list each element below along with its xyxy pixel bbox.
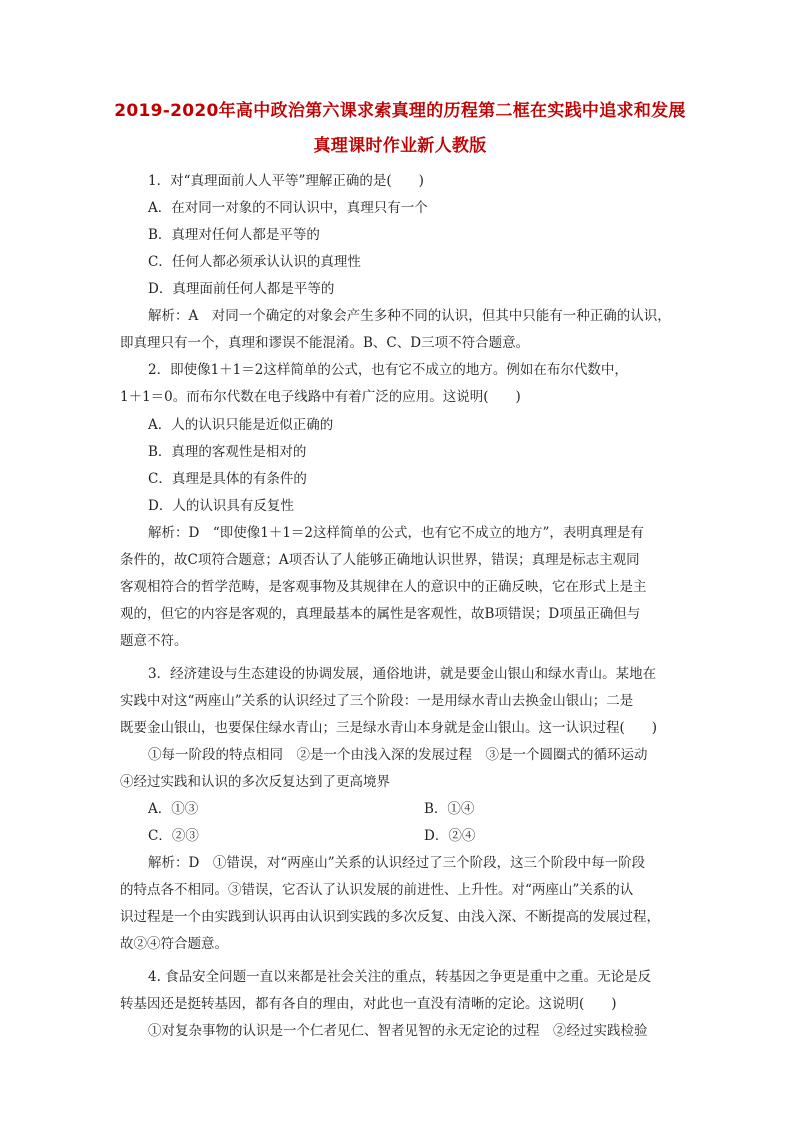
question-1-stem: 1．对“真理面前人人平等”理解正确的是( ) <box>148 173 424 189</box>
question-1-option-d: D．真理面前任何人都是平等的 <box>148 281 335 297</box>
document-title-line-2: 真理课时作业新人教版 <box>313 136 487 156</box>
question-2-explanation-line-5: 题意不符。 <box>120 633 188 649</box>
question-3-items-line-2: ④经过实践和认识的多次反复达到了更高境界 <box>120 774 390 790</box>
question-1-option-a: A．在对同一对象的不同认识中，真理只有一个 <box>148 200 428 216</box>
question-2-option-c: C．真理是具体的有条件的 <box>148 471 307 487</box>
question-3-items-line-1: ①每一阶段的特点相同 ②是一个由浅入深的发展过程 ③是一个圆圈式的循环运动 <box>148 747 648 763</box>
question-3-option-a: A．①③ <box>148 801 199 817</box>
question-3-option-d: D．②④ <box>424 828 476 844</box>
question-2-explanation-line-2: 条件的，故C项符合题意；A项否认了人能够正确地认识世界，错误；真理是标志主观同 <box>120 552 640 568</box>
question-2-stem-line-2: 1＋1＝0。而布尔代数在电子线路中有着广泛的应用。这说明( ) <box>120 389 521 405</box>
document-title-line-1: 2019-2020年高中政治第六课求索真理的历程第二框在实践中追求和发展 <box>114 101 686 121</box>
question-3-stem-line-2: 实践中对这“两座山”关系的认识经过了三个阶段：一是用绿水青山去换金山银山；二是 <box>120 693 634 709</box>
question-4-items-line-1: ①对复杂事物的认识是一个仁者见仁、智者见智的永无定论的过程 ②经过实践检验 <box>148 1023 648 1039</box>
question-2-explanation-line-3: 客观相符合的哲学范畴，是客观事物及其规律在人的意识中的正确反映，它在形式上是主 <box>120 579 647 595</box>
question-1-explanation-line-1: 解析：A 对同一个确定的对象会产生多种不同的认识，但其中只能有一种正确的认识， <box>148 308 671 324</box>
question-2-explanation-line-1: 解析：D “即使像1＋1＝2这样简单的公式，也有它不成立的地方”，表明真理是有 <box>148 525 644 541</box>
question-3-option-b: B．①④ <box>424 801 475 817</box>
question-3-explanation-line-1: 解析：D ①错误，对“两座山”关系的认识经过了三个阶段，这三个阶段中每一阶段 <box>148 855 646 871</box>
question-2-option-b: B．真理的客观性是相对的 <box>148 444 307 460</box>
question-1-option-c: C．任何人都必须承认认识的真理性 <box>148 254 361 270</box>
question-3-explanation-line-4: 故②④符合题意。 <box>120 936 228 952</box>
question-4-stem-line-2: 转基因还是挺转基因，都有各自的理由，对此也一直没有清晰的定论。这说明( ) <box>120 996 617 1012</box>
question-3-stem-line-3: 既要金山银山，也要保住绿水青山；三是绿水青山本身就是金山银山。这一认识过程( ) <box>120 720 658 736</box>
question-1-option-b: B．真理对任何人都是平等的 <box>148 227 320 243</box>
question-3-option-c: C．②③ <box>148 828 199 844</box>
question-1-explanation-line-2: 即真理只有一个，真理和谬误不能混淆。B、C、D三项不符合题意。 <box>120 335 530 351</box>
question-3-stem-line-1: 3．经济建设与生态建设的协调发展，通俗地讲，就是要金山银山和绿水青山。某地在 <box>148 666 657 682</box>
question-2-stem-line-1: 2．即使像1＋1＝2这样简单的公式，也有它不成立的地方。例如在布尔代数中， <box>148 362 628 378</box>
question-3-explanation-line-3: 识过程是一个由实践到认识再由认识到实践的多次反复、由浅入深、不断提高的发展过程， <box>120 909 660 925</box>
question-2-option-d: D．人的认识具有反复性 <box>148 498 294 514</box>
question-2-option-a: A．人的认识只能是近似正确的 <box>148 417 334 433</box>
question-2-explanation-line-4: 观的，但它的内容是客观的，真理最基本的属性是客观性，故B项错误；D项虽正确但与 <box>120 606 641 622</box>
question-3-explanation-line-2: 的特点各不相同。③错误，它否认了认识发展的前进性、上升性。对“两座山”关系的认 <box>120 882 634 898</box>
question-4-stem-line-1: 4. 食品安全问题一直以来都是社会关注的重点，转基因之争更是重中之重。无论是反 <box>148 969 652 985</box>
